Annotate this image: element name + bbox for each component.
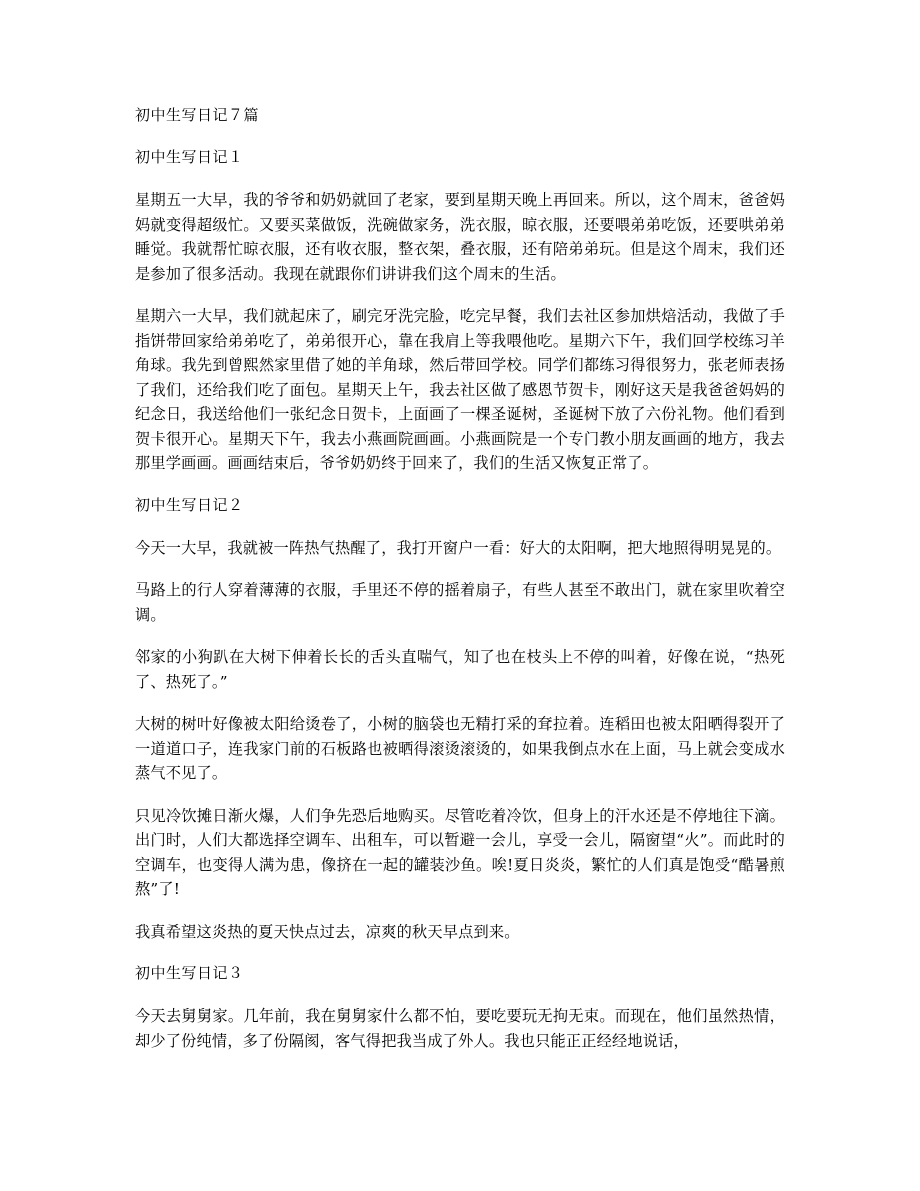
section-heading: 初中生写日记１: [135, 148, 244, 166]
document-title: 初中生写日记７篇: [135, 106, 260, 124]
paragraph: 星期六一大早，我们就起床了，刷完牙洗完脸，吃完早餐，我们去社区参加烘焙活动，我做了手指饼带回家给弟弟吃了，弟弟很开心，靠在我肩上等我喂他吃。星期六下午，我们回学校练习羊角球。我先到曾熙然家里借了她的羊角球，然后带回学校。同学们都练习得很努力，张老师表扬了我们，还给我们吃了面包。星期天上午，我去社区做了感恩节贺卡，刚好这天是我爸爸妈妈的纪念日，我送给他们一张纪念日贺卡，上面画了一棵圣诞树，圣诞树下放了六份礼物。他们看到贺卡很开心。星期天下午，我去小燕画院画画。小燕画院是一个专门教小朋友画画的地方，我去那里学画画。画画结束后，爷爷奶奶终于回来了，我们的生活又恢复正常了。: [135, 307, 785, 472]
paragraph: 今天一大早，我就被一阵热气热醒了，我打开窗户一看：好大的太阳啊，把大地照得明晃晃的。: [135, 538, 782, 557]
paragraph: 今天去舅舅家。几年前，我在舅舅家什么都不怕，要吃要玩无拘无束。而现在，他们虽然热情，却少了份纯情，多了份隔阂，客气得把我当成了外人。我也只能正正经经地说话，: [135, 1007, 785, 1050]
paragraph: 星期五一大早，我的爷爷和奶奶就回了老家，要到星期天晚上再回来。所以，这个周末，爸爸妈妈就变得超级忙。又要买菜做饭，洗碗做家务，洗衣服，晾衣服，还要喂弟弟吃饭，还要哄弟弟睡觉。我就帮忙晾衣服，还有收衣服，整衣架，叠衣服，还有陪弟弟玩。但是这个周末，我们还是参加了很多活动。我现在就跟你们讲讲我们这个周末的生活。: [135, 191, 785, 283]
paragraph: 只见冷饮摊日渐火爆，人们争先恐后地购买。尽管吃着冷饮，但身上的汗水还是不停地往下滴。出门时，人们大都选择空调车、出租车，可以暂避一会儿，享受一会儿，隔窗望“火”。而此时的空调车，也变得人满为患，像挤在一起的罐装沙鱼。唉!夏日炎炎，繁忙的人们真是饱受“酷暑煎熬”了!: [135, 806, 785, 898]
paragraph: 大树的树叶好像被太阳给烫卷了，小树的脑袋也无精打采的耷拉着。连稻田也被太阳晒得裂开了一道道口子，连我家门前的石板路也被晒得滚烫滚烫的，如果我倒点水在上面，马上就会变成水蒸气不见了。: [135, 715, 785, 782]
paragraph: 马路上的行人穿着薄薄的衣服，手里还不停的摇着扇子，有些人甚至不敢出门，就在家里吹着空调。: [135, 581, 785, 624]
paragraph: 邻家的小狗趴在大树下伸着长长的舌头直喘气，知了也在枝头上不停的叫着，好像在说，“热死了、热死了。”: [135, 648, 785, 691]
document-page: [135, 104, 785, 1071]
section-heading: 初中生写日记２: [135, 495, 244, 514]
paragraph: 我真希望这炎热的夏天快点过去，凉爽的秋天早点到来。: [135, 922, 520, 941]
section-heading: 初中生写日记３: [135, 964, 244, 982]
